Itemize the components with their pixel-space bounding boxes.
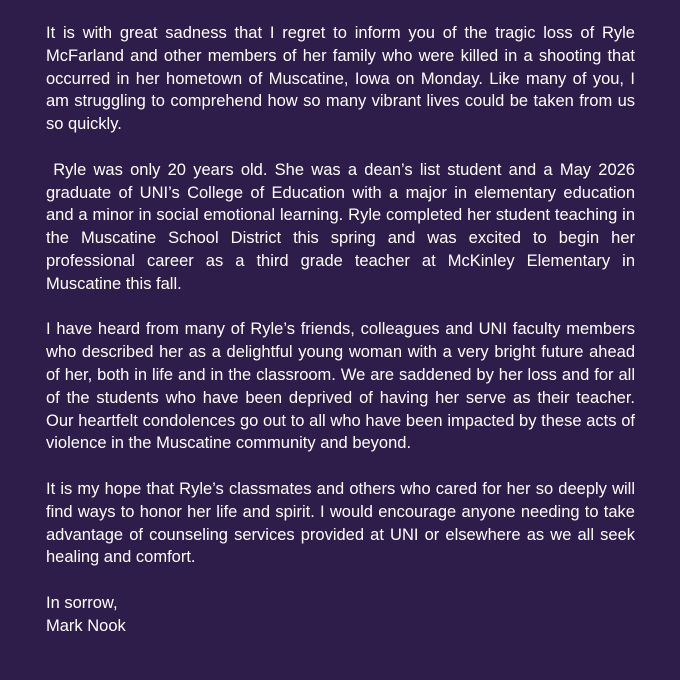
letter-signoff	[46, 592, 635, 638]
letter-paragraph-4: It is my hope that Ryle’s classmates and others who cared for her so deeply will find ways to honor her life and spirit. I would encourage anyone needing to take advantage of counseling services provided at UNI or elsewhere as we all seek healing and comfort.	[46, 479, 640, 567]
signature-name: Mark Nook	[46, 616, 126, 635]
closing-line: In sorrow,	[46, 593, 118, 612]
letter-paragraph-1: It is with great sadness that I regret to inform you of the tragic loss of Ryle McFarland and other members of her family who were killed in a shooting that occurred in her hometown of Muscatine, Iowa on Monday. Like many of you, I am struggling to comprehend how so many vibrant lives could be taken from us so quickly.	[46, 24, 640, 134]
letter-paragraph-2: Ryle was only 20 years old. She was a dean’s list student and a May 2026 graduate of UNI’s College of Education with a major in elementary education and a minor in social emotional learning. Ryle completed her student teaching in the Muscatine School District this spring and was excited to begin her professional career as a third grade teacher at McKinley Elementary in Muscatine this fall.	[46, 160, 640, 293]
letter-paragraph-3: I have heard from many of Ryle’s friends, colleagues and UNI faculty members who described her as a delightful young woman with a very bright future ahead of her, both in life and in the classroom. We are saddened by her loss and for all of the students who have been deprived of having her serve as their teacher. Our heartfelt condolences go out to all who have been impacted by these acts of violence in the Muscatine community and beyond.	[46, 320, 640, 453]
